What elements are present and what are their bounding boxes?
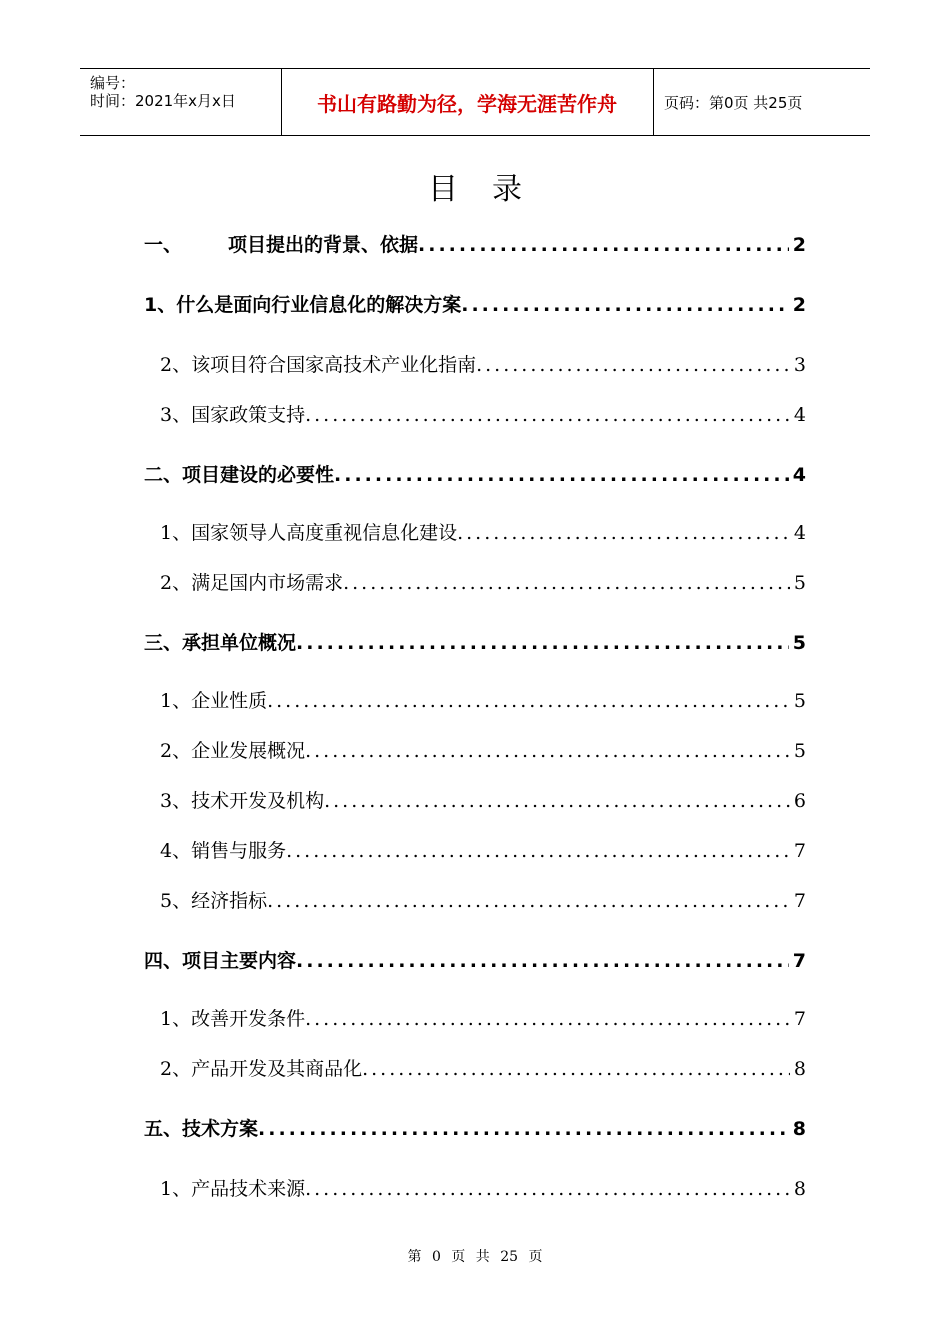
toc-entry[interactable] — [144, 518, 806, 545]
toc-entry-label — [160, 350, 476, 377]
toc-leader-dots — [334, 464, 789, 486]
toc-entry[interactable] — [144, 1004, 806, 1031]
toc-entry-page: 6 — [793, 790, 806, 812]
toc-entry-text: 1、改善开发条件 — [160, 1008, 306, 1030]
toc-entry[interactable] — [144, 400, 806, 427]
header-motto: 书山有路勤为径，学海无涯苦作舟 — [281, 69, 654, 135]
toc-entry-page: 5 — [793, 740, 806, 762]
toc-entry-number: 一、 — [144, 234, 183, 256]
toc-entry-page: 5 — [792, 632, 806, 654]
toc-entry-text: 1、国家领导人高度重视信息化建设 — [160, 522, 458, 544]
toc-entry[interactable] — [144, 350, 806, 377]
toc-entry-text: 3、国家政策支持 — [160, 404, 306, 426]
toc-leader-dots — [305, 1008, 790, 1030]
header-meta-cell — [80, 69, 282, 135]
toc-leader-dots — [476, 354, 790, 376]
toc-entry-text: 2、满足国内市场需求 — [160, 572, 344, 594]
toc-entry[interactable] — [144, 836, 806, 863]
toc-entry-page: 4 — [793, 404, 806, 426]
toc-entry[interactable] — [144, 1174, 806, 1201]
toc-entry-page: 7 — [793, 1008, 806, 1030]
toc-leader-dots — [286, 840, 790, 862]
toc-entry-text: 1、企业性质 — [160, 690, 268, 712]
toc-entry-label — [160, 786, 324, 813]
toc-leader-dots — [258, 1118, 789, 1140]
time-label: 时间：2021年x月x日 — [90, 92, 236, 110]
toc-leader-dots — [305, 404, 790, 426]
toc-entry-page: 2 — [792, 294, 806, 316]
toc-entry-label — [160, 1004, 305, 1031]
toc-leader-dots — [461, 294, 789, 316]
toc-entry-page: 4 — [793, 522, 806, 544]
toc-entry-label — [144, 946, 296, 973]
document-header — [80, 68, 870, 136]
toc-entry-text: 3、技术开发及机构 — [160, 790, 325, 812]
serial-label: 编号： — [90, 74, 136, 92]
toc-entry-text: 1、什么是面向行业信息化的解决方案 — [144, 294, 462, 316]
toc-entry-label — [160, 568, 343, 595]
toc-entry[interactable] — [144, 628, 806, 655]
toc-leader-dots — [267, 690, 790, 712]
toc-entry-label — [160, 1054, 362, 1081]
toc-entry[interactable] — [144, 568, 806, 595]
toc-leader-dots — [324, 790, 790, 812]
toc-entry-page: 3 — [793, 354, 806, 376]
toc-entry-page: 5 — [793, 572, 806, 594]
toc-entry-label — [160, 518, 457, 545]
page-footer: 第 0 页 共 25 页 — [407, 1249, 543, 1265]
toc-leader-dots — [267, 890, 790, 912]
toc-entry-label — [144, 1114, 258, 1141]
toc-entry-page: 7 — [793, 840, 806, 862]
toc-entry-page: 8 — [792, 1118, 806, 1140]
toc-entry-text: 五、技术方案 — [144, 1118, 259, 1140]
toc-entry-label — [144, 230, 418, 257]
toc-leader-dots — [296, 632, 789, 654]
toc-entry-text: 2、企业发展概况 — [160, 740, 306, 762]
toc-entry[interactable] — [144, 1054, 806, 1081]
toc-entry-text: 2、该项目符合国家高技术产业化指南 — [160, 354, 477, 376]
toc-leader-dots — [305, 1178, 790, 1200]
toc-entry-text: 二、项目建设的必要性 — [144, 464, 335, 486]
toc-entry[interactable] — [144, 230, 806, 257]
toc-leader-dots — [343, 572, 790, 594]
toc-entry-text: 5、经济指标 — [160, 890, 268, 912]
toc-entry-text: 4、销售与服务 — [160, 840, 287, 862]
toc-entry[interactable] — [144, 290, 806, 317]
toc-entry-page: 4 — [792, 464, 806, 486]
toc-entry-label — [144, 460, 334, 487]
toc-entry-text: 四、项目主要内容 — [144, 950, 297, 972]
toc-entry[interactable] — [144, 460, 806, 487]
toc-entry[interactable] — [144, 736, 806, 763]
toc-entry-text: 项目提出的背景、依据 — [228, 234, 419, 256]
toc-entry-label — [144, 290, 461, 317]
toc-entry[interactable] — [144, 886, 806, 913]
toc-entry-page: 8 — [793, 1058, 806, 1080]
toc-entry-label — [160, 400, 305, 427]
toc-entry-text: 1、产品技术来源 — [160, 1178, 306, 1200]
toc-entry-text: 三、承担单位概况 — [144, 632, 297, 654]
toc-leader-dots — [362, 1058, 790, 1080]
toc-entry-page: 7 — [792, 950, 806, 972]
toc-leader-dots — [296, 950, 789, 972]
toc-entry-label — [160, 886, 267, 913]
toc-entry[interactable] — [144, 686, 806, 713]
header-page-info: 页码：第0页 共25页 — [664, 93, 803, 112]
toc-entry-page: 2 — [792, 234, 806, 256]
toc-entry-page: 5 — [793, 690, 806, 712]
toc-entry-label — [160, 836, 286, 863]
toc-leader-dots — [305, 740, 790, 762]
toc-entry-label — [160, 736, 305, 763]
toc-entry-label — [144, 628, 296, 655]
toc-leader-dots — [457, 522, 790, 544]
toc-entry-text: 2、产品开发及其商品化 — [160, 1058, 363, 1080]
toc-entry[interactable] — [144, 786, 806, 813]
toc-entry[interactable] — [144, 1114, 806, 1141]
toc-title: 目录 — [428, 172, 556, 207]
toc-entry-page: 8 — [793, 1178, 806, 1200]
toc-entry-label — [160, 1174, 305, 1201]
toc-leader-dots — [418, 234, 789, 256]
toc-entry-label — [160, 686, 267, 713]
toc-entry[interactable] — [144, 946, 806, 973]
toc-entry-page: 7 — [793, 890, 806, 912]
